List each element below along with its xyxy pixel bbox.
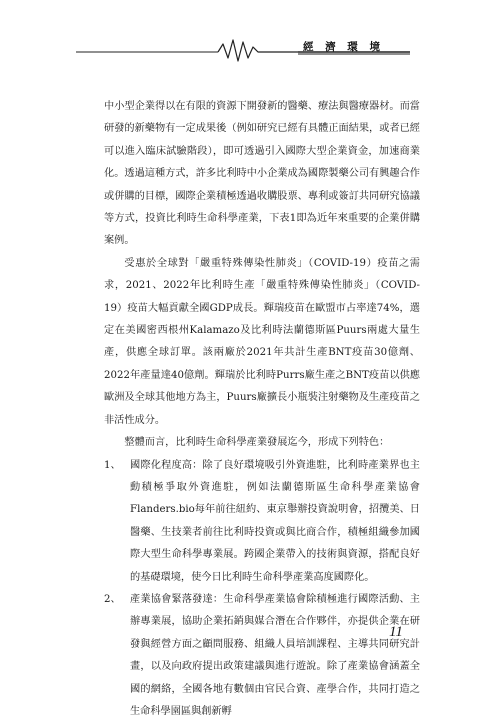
paragraph: 中小型企業得以在有限的資源下開發新的醫藥、療法與醫療器材。而當研發的新藥物有一定成果後（例如研究已經有具體正面結果，或者已經可以進入臨床試驗階段），即可透過引入國際大型企業資金，加速商業化。透過這種方式，許多比利時中小企業成為國際製藥公司有興趣合作或併購的目標，國際企業積極透過收購股票、專利或簽訂共同研究協議等方式，投資比利時生命科學產業，下表1即為近年來重要的企業併購案例。	[104, 101, 420, 247]
page-number: 11	[389, 624, 403, 640]
body-text	[104, 96, 420, 723]
list-text: 國際化程度高：除了良好環境吸引外資進駐，比利時產業界也主動積極爭取外資進駐，例如法蘭德斯區生命科學產業協會Flanders.bio每年前往紐約、東京舉辦投資說明會，招攬美、日醫藥、生技業者前往比利時投資或與比商合作，積極組織參加國際大型生命科學專業展。跨國企業帶入的技術與資源，搭配良好的基礎環境，使今日比利時生命科學產業高度國際化。	[130, 459, 420, 583]
list-item	[104, 455, 420, 589]
header-heartbeat-line-icon	[0, 0, 480, 70]
list-text: 產業協會緊落發達：生命科學產業協會除積極進行國際活動、主辦專業展，協助企業拓銷與媒合潛在合作夥伴，亦提供企業在研發與經營方面之顧問服務、組織人員培訓課程、主導共同研究計畫，以及向政府提出政策建議與進行遊說。除了產業協會涵蓋全國的網絡，全國各地有數個由官民合資、產學合作，共同打造之生命科學園區與創新孵	[130, 593, 420, 717]
list-number: 1、	[104, 459, 121, 471]
list-number: 2、	[104, 593, 121, 605]
section-label: 經 濟 環 境	[303, 41, 384, 53]
paragraph: 整體而言，比利時生命科學產業發展迄今，形成下列特色：	[124, 437, 390, 449]
page-header	[0, 0, 480, 70]
paragraph: 受惠於全球對「嚴重特殊傳染性肺炎」（COVID-19）疫苗之需求，2021、2022年比利時生產「嚴重特殊傳染性肺炎」（COVID-19）疫苗大幅貢獻全國GDP成長。輝瑞疫苗在歐盟市占率達74%，選定在美國密西根州Kalamazo及比利時法蘭德斯區Puurs兩處大量生產，供應全球訂單。該兩廠於2021年共計生產BNT疫苗30億劑、2022年產量達40億劑。輝瑞於比利時Purrs廠生產之BNT疫苗以供應歐洲及全球其他地方為主，Puurs廠擴長小瓶裝注射藥物及生產疫苗之非活性成分。	[104, 257, 420, 426]
list-item	[104, 589, 420, 723]
